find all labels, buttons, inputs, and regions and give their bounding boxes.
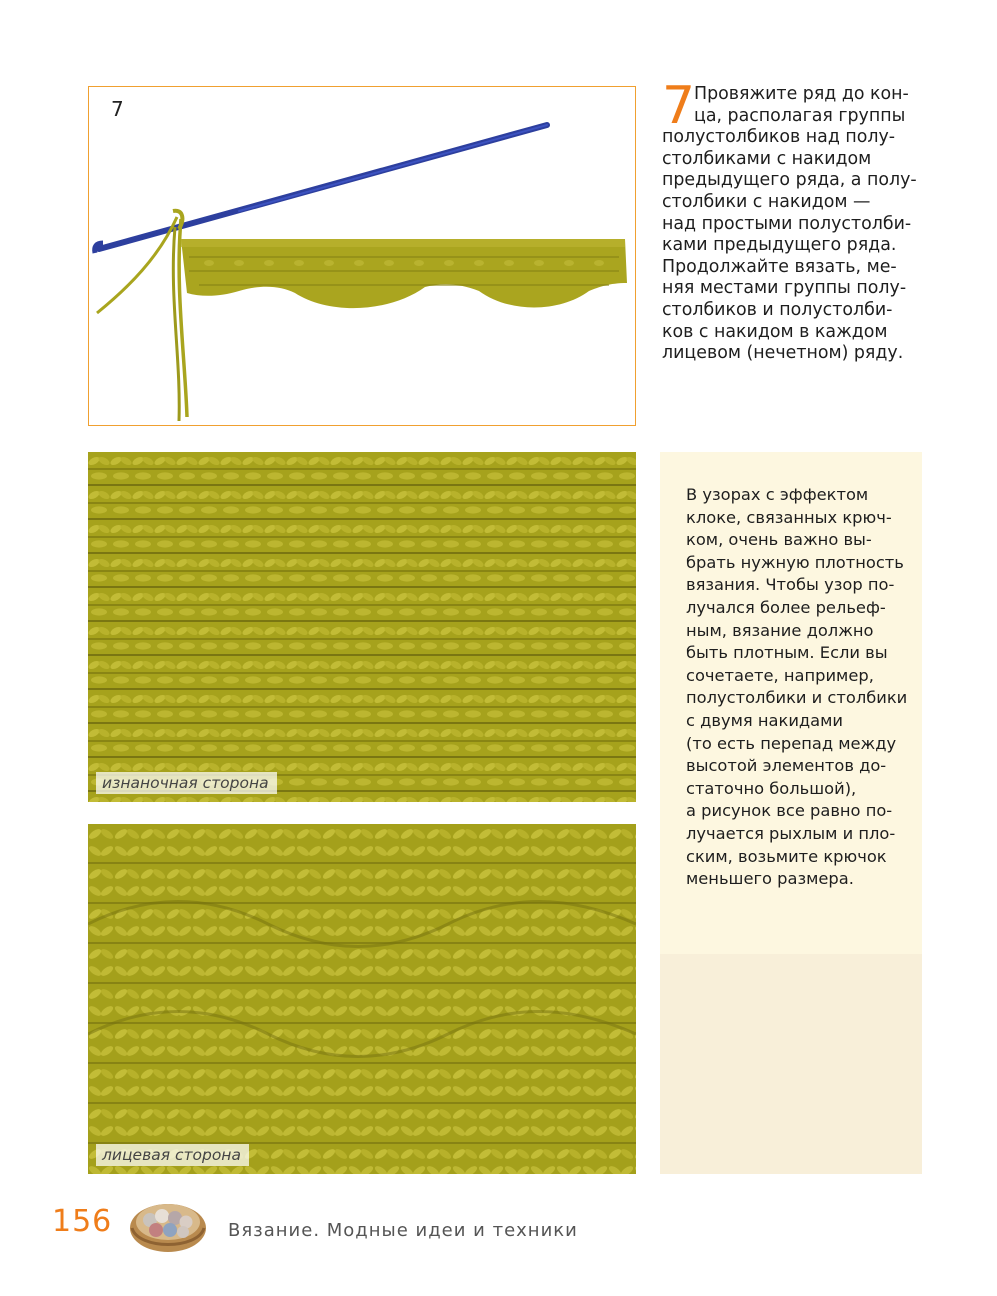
tip-text [686, 484, 918, 891]
step-instructions [662, 84, 932, 365]
tip-line: ским, возьмите крючок [686, 846, 887, 866]
step-line: лицевом (нечетном) ряду. [662, 343, 904, 364]
tip-line: полустолбики и столбики [686, 688, 908, 708]
swatch-wrong-side [88, 452, 636, 802]
step-line: Продолжайте вязать, ме- [662, 256, 897, 277]
tip-line: брать нужную плотность [686, 552, 904, 572]
tip-line: сочетаете, например, [686, 665, 874, 685]
tip-line: а рисунок все равно по- [686, 801, 893, 821]
tip-line: В узорах с эффектом [686, 485, 869, 504]
knit-texture-right-side [88, 824, 636, 1174]
swatch-caption-wrong-side: изнаночная сторона [96, 772, 277, 794]
step-line: столбики с накидом — [662, 191, 871, 212]
tip-line: клоке, связанных крюч- [686, 507, 892, 527]
tip-line: быть плотным. Если вы [686, 643, 888, 663]
step-photo [88, 86, 636, 426]
step-line: ками предыдущего ряда. [662, 235, 897, 256]
page-number: 156 [52, 1204, 113, 1239]
tip-line: меньшего размера. [686, 869, 854, 889]
tip-line: лучается рыхлым и пло- [686, 823, 896, 843]
tip-line: лучался более рельеф- [686, 597, 886, 617]
tip-line: с двумя накидами [686, 710, 844, 730]
tip-line: статочно большой), [686, 778, 857, 798]
step-line: столбиками с накидом [662, 148, 872, 169]
step-line: предыдущего ряда, а полу- [662, 170, 917, 191]
tip-line: (то есть перепад между [686, 733, 897, 753]
step-line: ца, располагая группы [694, 105, 906, 126]
step-line: полустолбиков над полу- [662, 127, 896, 148]
tip-box-lower [660, 954, 922, 1174]
tip-line: вязания. Чтобы узор по- [686, 575, 895, 595]
step-line: Провяжите ряд до кон- [694, 84, 909, 104]
swatch-right-side [88, 824, 636, 1174]
tip-line: ным, вязание должно [686, 620, 874, 640]
step-photo-label: 7 [111, 97, 124, 121]
knit-texture-wrong-side [88, 452, 636, 802]
tip-line: ком, очень важно вы- [686, 530, 872, 550]
step-line: ков с накидом в каждом [662, 321, 888, 342]
step-line: над простыми полустолби- [662, 213, 912, 234]
yarn-basket-icon [128, 1192, 208, 1256]
tip-line: высотой элементов до- [686, 756, 887, 776]
step-line: няя местами группы полу- [662, 278, 907, 299]
step-number: 7 [662, 76, 696, 136]
swatch-caption-right-side: лицевая сторона [96, 1144, 249, 1166]
step-line: столбиков и полустолби- [662, 299, 893, 320]
crochet-hook-illustration [89, 87, 636, 426]
running-title: Вязание. Модные идеи и техники [228, 1220, 578, 1241]
